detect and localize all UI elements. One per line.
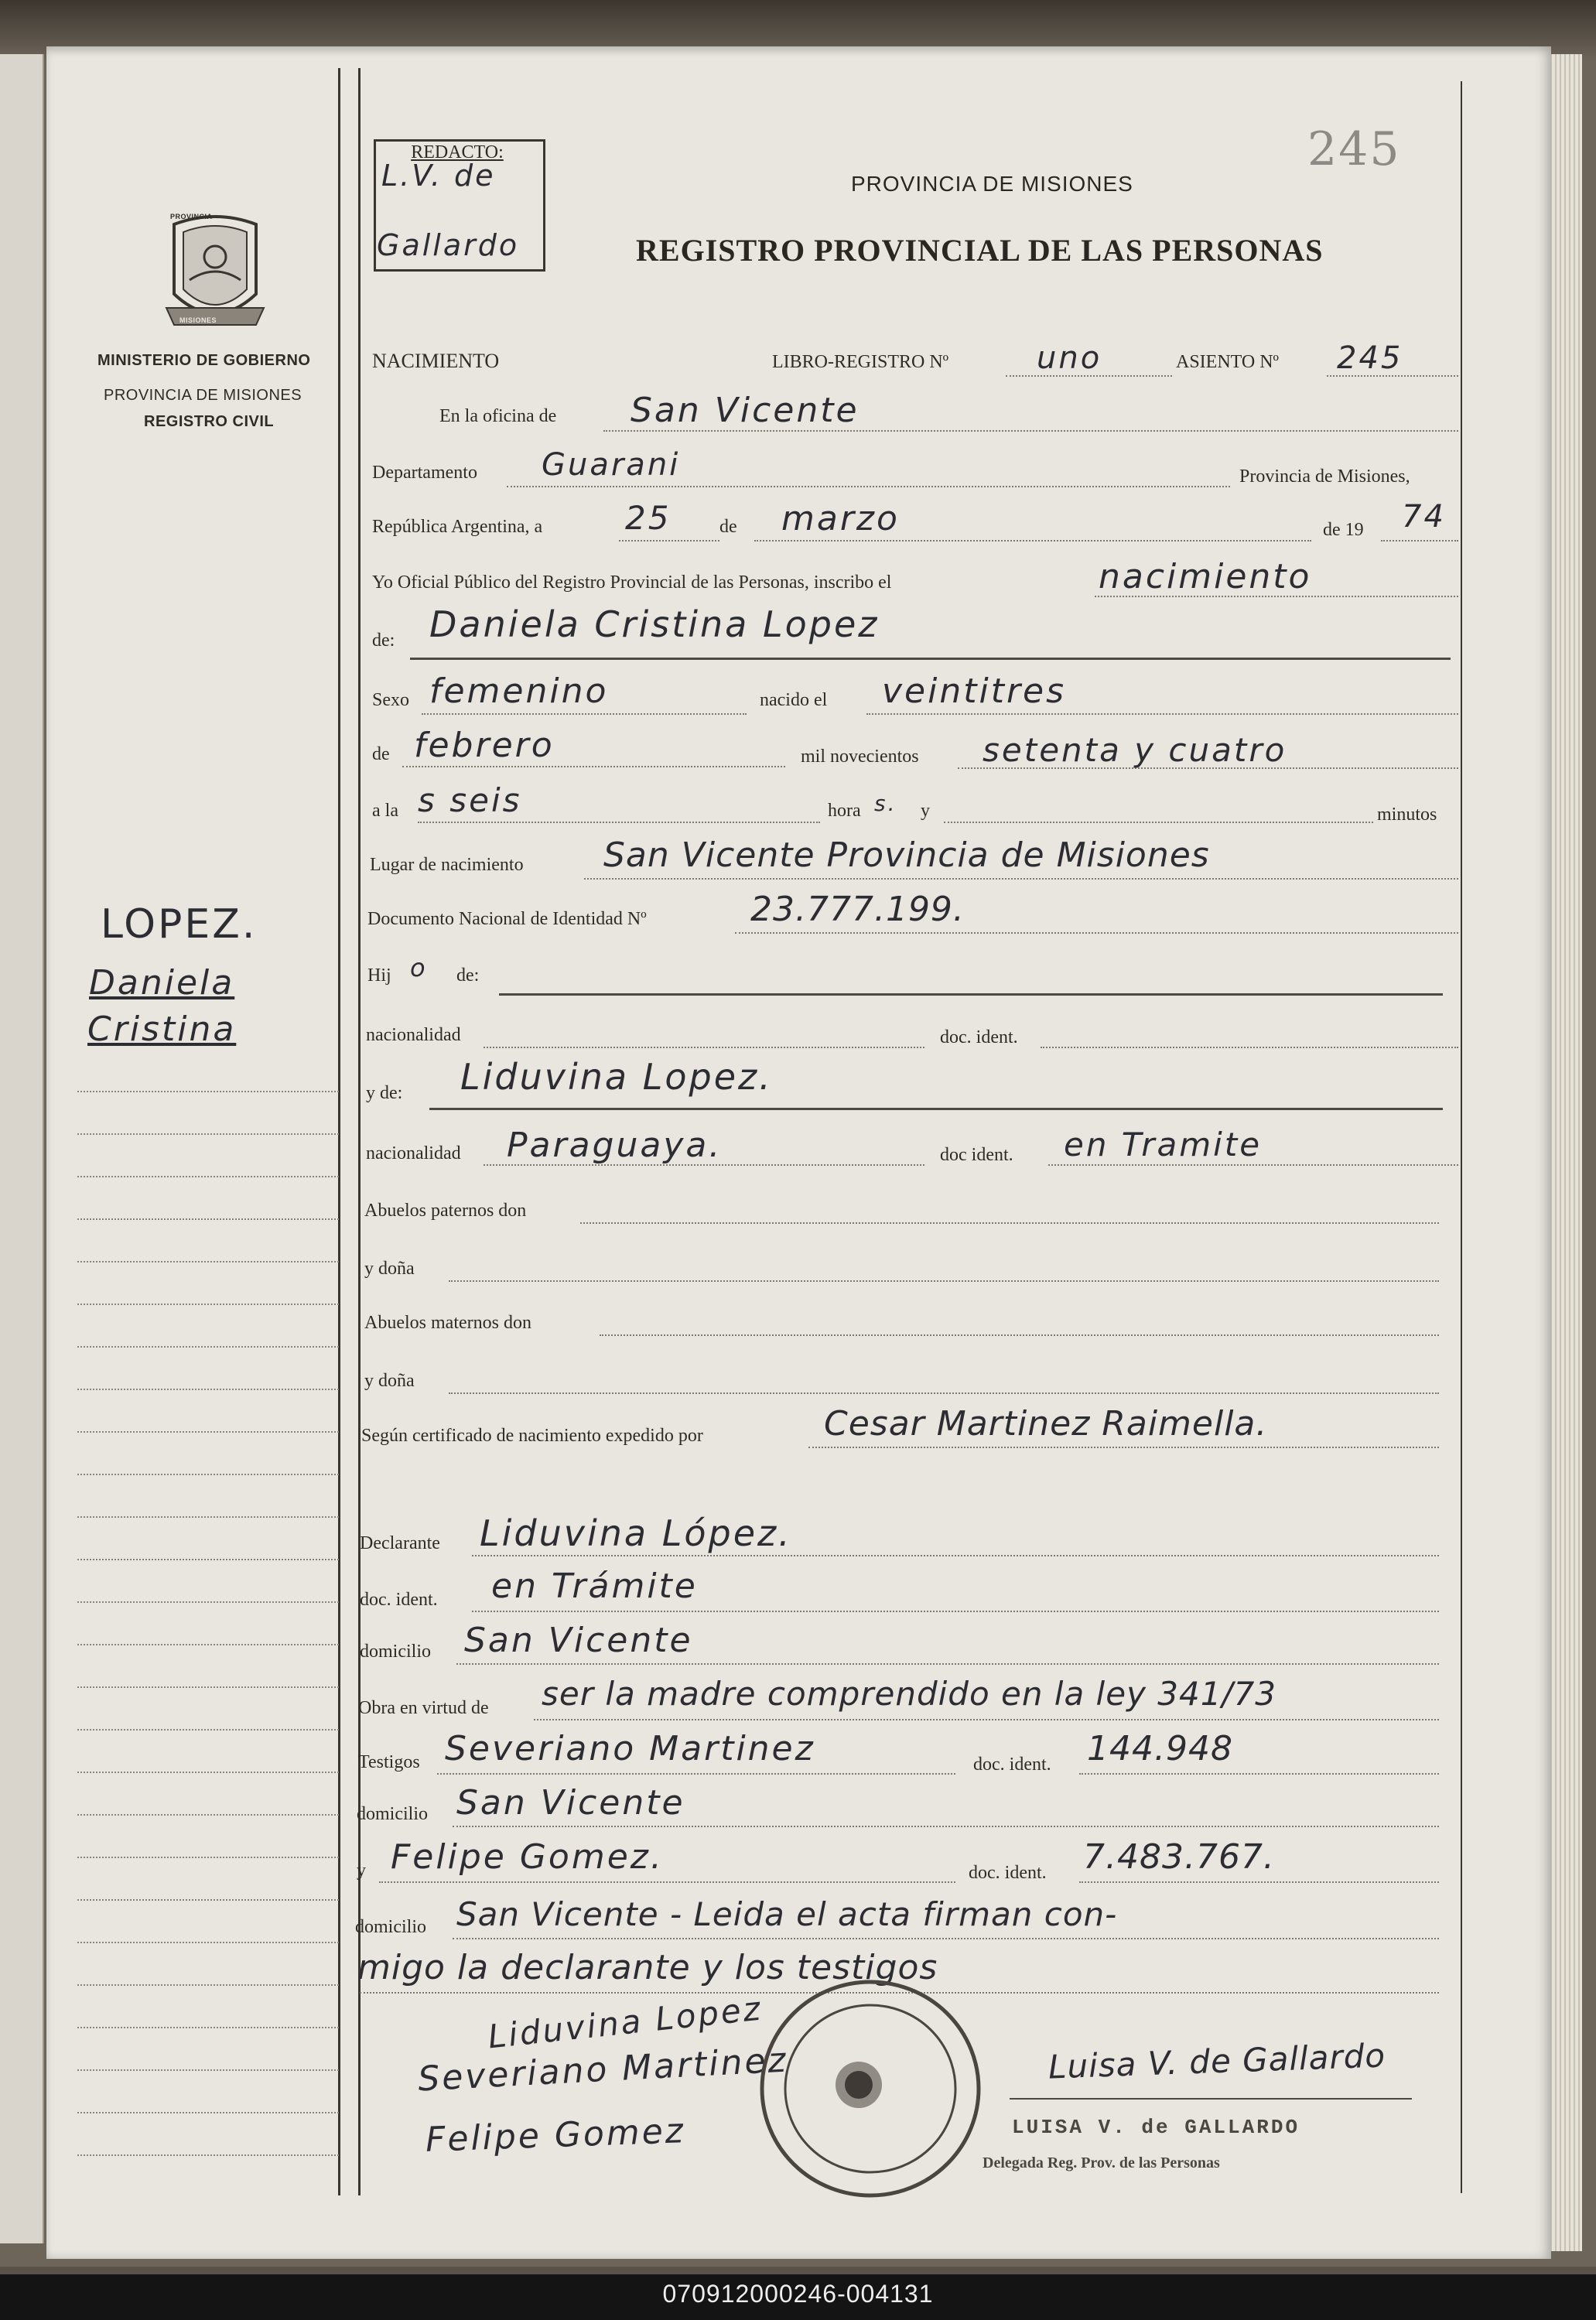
province-seal-icon: [159, 209, 272, 333]
de-label: de: [719, 517, 737, 537]
margin-rule: [77, 1686, 339, 1688]
domicilio-label: domicilio: [360, 1642, 431, 1662]
minutos-label: minutos: [1377, 805, 1437, 825]
mil-value: setenta y cuatro: [983, 731, 1287, 769]
field-line: [1041, 1047, 1458, 1048]
sidebar-ministry: MINISTERIO DE GOBIERNO: [97, 352, 311, 369]
field-line: [619, 540, 719, 542]
field-line: [1079, 1881, 1439, 1883]
margin-rule-left: [338, 68, 340, 2195]
testigo1-doc: 144.948: [1087, 1729, 1233, 1768]
obra-label: Obra en virtud de: [358, 1698, 489, 1718]
ydona1-label: y doña: [364, 1259, 415, 1279]
signature-line: [1010, 2098, 1412, 2100]
margin-rule: [77, 1942, 339, 1943]
docident2-label: doc ident.: [940, 1145, 1013, 1165]
sidebar-province: PROVINCIA DE MISIONES: [104, 387, 302, 404]
certificado-value: Cesar Martinez Raimella.: [824, 1404, 1268, 1444]
field-line: [866, 713, 1458, 715]
field-line: [402, 766, 785, 767]
ydona2-label: y doña: [364, 1371, 415, 1391]
margin-rule: [77, 1218, 339, 1220]
margin-rule: [77, 1261, 339, 1263]
testigo2-dom: San Vicente - Leida el acta firman con-: [456, 1895, 1118, 1933]
decl-doc-label: doc. ident.: [360, 1590, 438, 1610]
margin-rule: [77, 1814, 339, 1816]
field-line: [1048, 1164, 1458, 1166]
margin-rule: [77, 2112, 339, 2113]
madre-value: Liduvina Lopez.: [460, 1056, 773, 1098]
field-line: [534, 1719, 1439, 1720]
image-id: 070912000246-004131: [662, 2280, 934, 2308]
republica-label: República Argentina, a: [372, 517, 543, 537]
dni-label: Documento Nacional de Identidad Nº: [367, 909, 647, 929]
margin-rule: [77, 1176, 339, 1177]
libro-label: LIBRO-REGISTRO Nº: [772, 352, 949, 372]
lugar-value: San Vicente Provincia de Misiones: [603, 835, 1210, 875]
departamento-value: Guarani: [542, 447, 681, 483]
departamento-label: Departamento: [372, 463, 477, 483]
field-line-solid: [429, 1108, 1443, 1110]
year-label: de 19: [1323, 520, 1364, 540]
madre-nac-value: Paraguaya.: [507, 1126, 723, 1165]
page-number: 245: [1307, 122, 1401, 176]
sexo-value: femenino: [429, 671, 609, 711]
testigo1-value: Severiano Martinez: [445, 1729, 815, 1768]
margin-rule: [77, 1601, 339, 1603]
redacto-label: REDACTO:: [411, 142, 504, 162]
field-line: [456, 1663, 1439, 1665]
seal-text-bottom: MISIONES: [179, 316, 217, 324]
field-line: [600, 1334, 1439, 1336]
field-line: [449, 1280, 1439, 1282]
de2-label: de: [372, 744, 390, 764]
title-registry: REGISTRO PROVINCIAL DE LAS PERSONAS: [636, 233, 1324, 268]
declarante-value: Liduvina López.: [480, 1512, 792, 1554]
oficina-label: En la oficina de: [439, 406, 557, 426]
margin-rule: [77, 1091, 339, 1092]
month-value: marzo: [781, 499, 900, 538]
test-doc2-label: doc. ident.: [969, 1863, 1047, 1883]
signature-testigo2: Felipe Gomez: [425, 2111, 686, 2160]
margin-rule: [77, 2154, 339, 2156]
field-line: [472, 1555, 1439, 1556]
margin-rule: [77, 1431, 339, 1433]
y-label: y: [921, 801, 930, 821]
field-line: [379, 1881, 955, 1883]
decl-dom-value: San Vicente: [464, 1621, 693, 1660]
asiento-label: ASIENTO Nº: [1176, 352, 1279, 372]
seal-text-top: PROVINCIA: [170, 213, 213, 220]
field-line: [484, 1047, 924, 1048]
hij-label: Hij: [367, 965, 391, 986]
testigo2-value: Felipe Gomez.: [391, 1837, 664, 1877]
margin-rule: [77, 1346, 339, 1348]
testigo1-dom: San Vicente: [456, 1783, 685, 1823]
nacionalidad-label: nacionalidad: [366, 1025, 461, 1045]
abuelos-pat-label: Abuelos paternos don: [364, 1201, 527, 1221]
official-title: Delegada Reg. Prov. de las Personas: [983, 2154, 1220, 2171]
field-line: [1381, 540, 1458, 542]
field-line: [449, 1392, 1439, 1394]
type-label: NACIMIENTO: [372, 350, 500, 372]
field-line-solid: [410, 658, 1451, 660]
title-province: PROVINCIA DE MISIONES: [851, 172, 1133, 196]
margin-rule-right: [1461, 81, 1462, 2193]
field-line: [453, 1938, 1439, 1939]
declarante-label: Declarante: [360, 1533, 440, 1553]
de-colon-label: de:: [372, 630, 395, 651]
nacido-label: nacido el: [760, 690, 828, 710]
margin-given2: Cristina: [87, 1010, 237, 1049]
sexo-label: Sexo: [372, 690, 409, 710]
testigos-label: Testigos: [358, 1752, 420, 1772]
y2-label: y: [357, 1860, 366, 1881]
field-line: [422, 713, 747, 715]
redacto-line1: L.V. de: [381, 159, 496, 193]
field-line: [580, 1222, 1439, 1224]
margin-rule: [77, 1389, 339, 1390]
margin-rule: [77, 2069, 339, 2071]
provincia-label: Provincia de Misiones,: [1239, 466, 1410, 487]
field-line: [603, 430, 1458, 432]
dni-value: 23.777.199.: [750, 890, 965, 929]
lugar-label: Lugar de nacimiento: [370, 855, 524, 875]
field-line: [754, 540, 1311, 542]
registry-stamp-icon: [754, 1977, 986, 2201]
margin-rule: [77, 1857, 339, 1858]
margin-rule: [77, 1729, 339, 1731]
nacido-value: veintitres: [882, 671, 1067, 711]
field-line: [584, 878, 1458, 880]
decl-doc-value: en Trámite: [491, 1567, 698, 1606]
libro-value: uno: [1037, 340, 1102, 376]
left-page-edge: [0, 54, 44, 2243]
official-signature: Luisa V. de Gallardo: [1047, 2036, 1386, 2086]
asiento-value: 245: [1337, 340, 1403, 376]
official-name: LUISA V. de GALLARDO: [1012, 2116, 1300, 2139]
margin-rule: [77, 1133, 339, 1135]
signature-testigo1: Severiano Martinez: [416, 2040, 789, 2100]
margin-rule: [77, 1559, 339, 1560]
acto-value: nacimiento: [1099, 557, 1312, 596]
year-value: 74: [1402, 499, 1446, 535]
field-line-solid: [499, 993, 1443, 996]
margin-rule: [77, 2027, 339, 2028]
mil-label: mil novecientos: [801, 747, 919, 767]
ala-label: a la: [372, 801, 398, 821]
madre-doc-value: en Tramite: [1064, 1126, 1263, 1163]
field-line: [735, 932, 1458, 934]
redacto-line2: Gallardo: [377, 228, 520, 262]
field-line: [472, 1611, 1439, 1612]
obra-value: ser la madre comprendido en la ley 341/73: [542, 1675, 1277, 1713]
field-line: [418, 822, 820, 823]
name-value: Daniela Cristina Lopez: [429, 603, 880, 645]
domicilio2-label: domicilio: [357, 1804, 428, 1824]
signature-declarante: Liduvina Lopez: [486, 1989, 764, 2056]
margin-surname: LOPEZ.: [101, 901, 258, 948]
test-doc-label: doc. ident.: [973, 1755, 1051, 1775]
abuelos-mat-label: Abuelos maternos don: [364, 1313, 531, 1333]
testigo2-doc: 7.483.767.: [1083, 1837, 1275, 1877]
certificado-label: Según certificado de nacimiento expedido por: [361, 1426, 703, 1446]
hora-label: hora: [828, 801, 861, 821]
margin-rule: [77, 1644, 339, 1645]
field-line: [808, 1447, 1439, 1448]
margin-rule: [77, 1304, 339, 1305]
field-line: [507, 486, 1230, 487]
margin-rule: [77, 1984, 339, 1986]
hora-suffix: s.: [874, 791, 897, 816]
nacionalidad2-label: nacionalidad: [366, 1143, 461, 1163]
margin-rule: [77, 1899, 339, 1901]
field-line: [453, 1826, 1439, 1827]
closing-value: migo la declarante y los testigos: [357, 1948, 938, 1987]
field-line: [437, 1773, 955, 1775]
oficial-label: Yo Oficial Público del Registro Provincial de las Personas, inscribo el: [372, 572, 892, 593]
margin-rule: [77, 1516, 339, 1518]
hora-value: s seis: [418, 781, 522, 819]
field-line: [944, 822, 1373, 823]
margin-given1: Daniela: [89, 963, 235, 1003]
sidebar-civil: REGISTRO CIVIL: [144, 413, 275, 430]
hij-suffix: o: [410, 953, 428, 982]
oficina-value: San Vicente: [631, 391, 860, 430]
docident-label: doc. ident.: [940, 1027, 1018, 1047]
day-value: 25: [625, 499, 672, 537]
nac-month-value: febrero: [414, 726, 555, 765]
field-line: [1079, 1773, 1439, 1775]
margin-rule: [77, 1772, 339, 1773]
margin-rule: [77, 1474, 339, 1475]
de3-label: de:: [456, 965, 480, 986]
yde-label: y de:: [366, 1083, 403, 1103]
domicilio3-label: domicilio: [355, 1917, 426, 1937]
